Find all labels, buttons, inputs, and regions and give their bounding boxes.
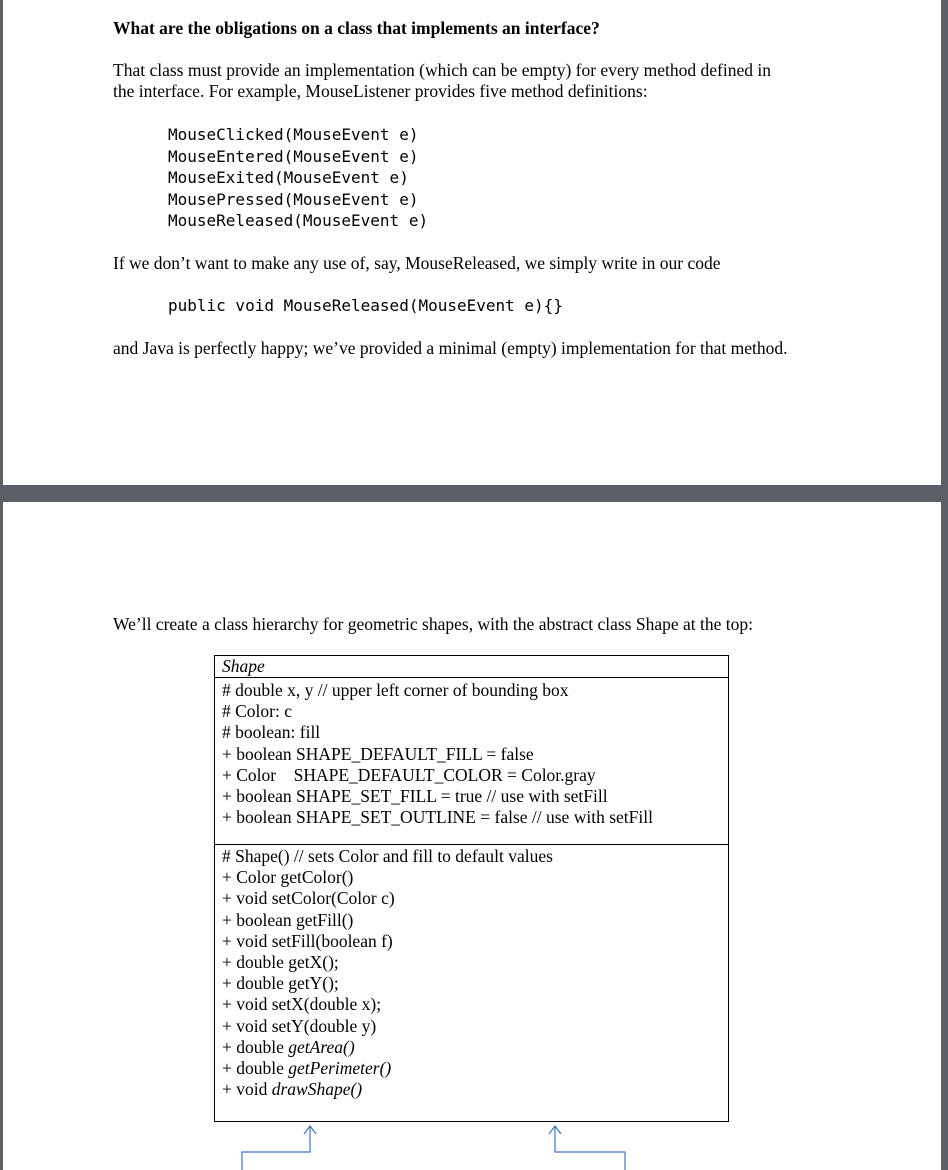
- method-item: MouseExited(MouseEvent e): [168, 168, 409, 187]
- uml-attribute: # Color: c: [222, 701, 292, 722]
- uml-method: + double getX();: [222, 952, 339, 973]
- uml-method: + Color getColor(): [222, 867, 354, 888]
- uml-attributes: [215, 678, 728, 845]
- method-item: MouseClicked(MouseEvent e): [168, 125, 419, 144]
- method-item: MousePressed(MouseEvent e): [168, 189, 419, 209]
- paragraph-1-line-1: That class must provide an implementation (which can be empty) for every method defined in: [113, 60, 771, 80]
- question-heading: What are the obligations on a class that implements an interface?: [113, 18, 600, 38]
- inheritance-arrows: [3, 1112, 941, 1170]
- uml-abstract-method: [222, 1079, 728, 1100]
- uml-attribute: + Color SHAPE_DEFAULT_COLOR = Color.gray: [222, 764, 596, 785]
- method-item: MouseEntered(MouseEvent e): [168, 146, 419, 166]
- uml-class-box: [214, 655, 729, 1122]
- uml-abstract-method: [222, 1037, 728, 1058]
- paragraph-1-line-2: the interface. For example, MouseListener provides five method definitions:: [113, 81, 648, 101]
- document-page-2: [3, 502, 941, 1170]
- uml-attribute: + boolean SHAPE_SET_FILL = true // use with setFill: [222, 786, 608, 807]
- document-page-1: [3, 0, 941, 485]
- intro-paragraph: We’ll create a class hierarchy for geometric shapes, with the abstract class Shape at the top:: [113, 614, 753, 634]
- method-list: [168, 124, 428, 232]
- method-signature-prefix: + double: [222, 1058, 289, 1079]
- abstract-method-name: getArea(): [288, 1036, 355, 1057]
- method-item: MouseReleased(MouseEvent e): [168, 211, 429, 230]
- uml-attribute: + boolean SHAPE_DEFAULT_FILL = false: [222, 743, 534, 764]
- uml-method: + void setFill(boolean f): [222, 930, 393, 951]
- uml-method: + void setColor(Color c): [222, 888, 395, 909]
- uml-method: + boolean getFill(): [222, 909, 354, 930]
- abstract-method-name: getPerimeter(): [288, 1058, 392, 1079]
- code-snippet: public void MouseReleased(MouseEvent e){}: [168, 296, 563, 315]
- inheritance-arrow-left: [242, 1126, 316, 1170]
- uml-methods: [215, 845, 728, 1121]
- uml-class-name: Shape: [215, 656, 728, 678]
- method-signature-prefix: + double: [222, 1036, 289, 1057]
- uml-attribute: # double x, y // upper left corner of bounding box: [222, 680, 569, 700]
- uml-attribute: # boolean: fill: [222, 722, 321, 743]
- paragraph-3: and Java is perfectly happy; we’ve provided a minimal (empty) implementation for that method.: [113, 338, 788, 358]
- uml-attribute: + boolean SHAPE_SET_OUTLINE = false // use with setFill: [222, 807, 653, 828]
- inheritance-arrow-right: [549, 1126, 625, 1170]
- paragraph-1: [113, 60, 771, 102]
- uml-method: + double getY();: [222, 973, 339, 994]
- paragraph-2: If we don’t want to make any use of, say, MouseReleased, we simply write in our code: [113, 253, 721, 273]
- uml-method: + void setY(double y): [222, 1015, 377, 1036]
- uml-abstract-method: [222, 1058, 728, 1079]
- abstract-method-name: drawShape(): [271, 1079, 363, 1100]
- uml-method: # Shape() // sets Color and fill to default values: [222, 846, 553, 866]
- method-signature-prefix: + void: [222, 1079, 272, 1100]
- uml-method: + void setX(double x);: [222, 994, 382, 1015]
